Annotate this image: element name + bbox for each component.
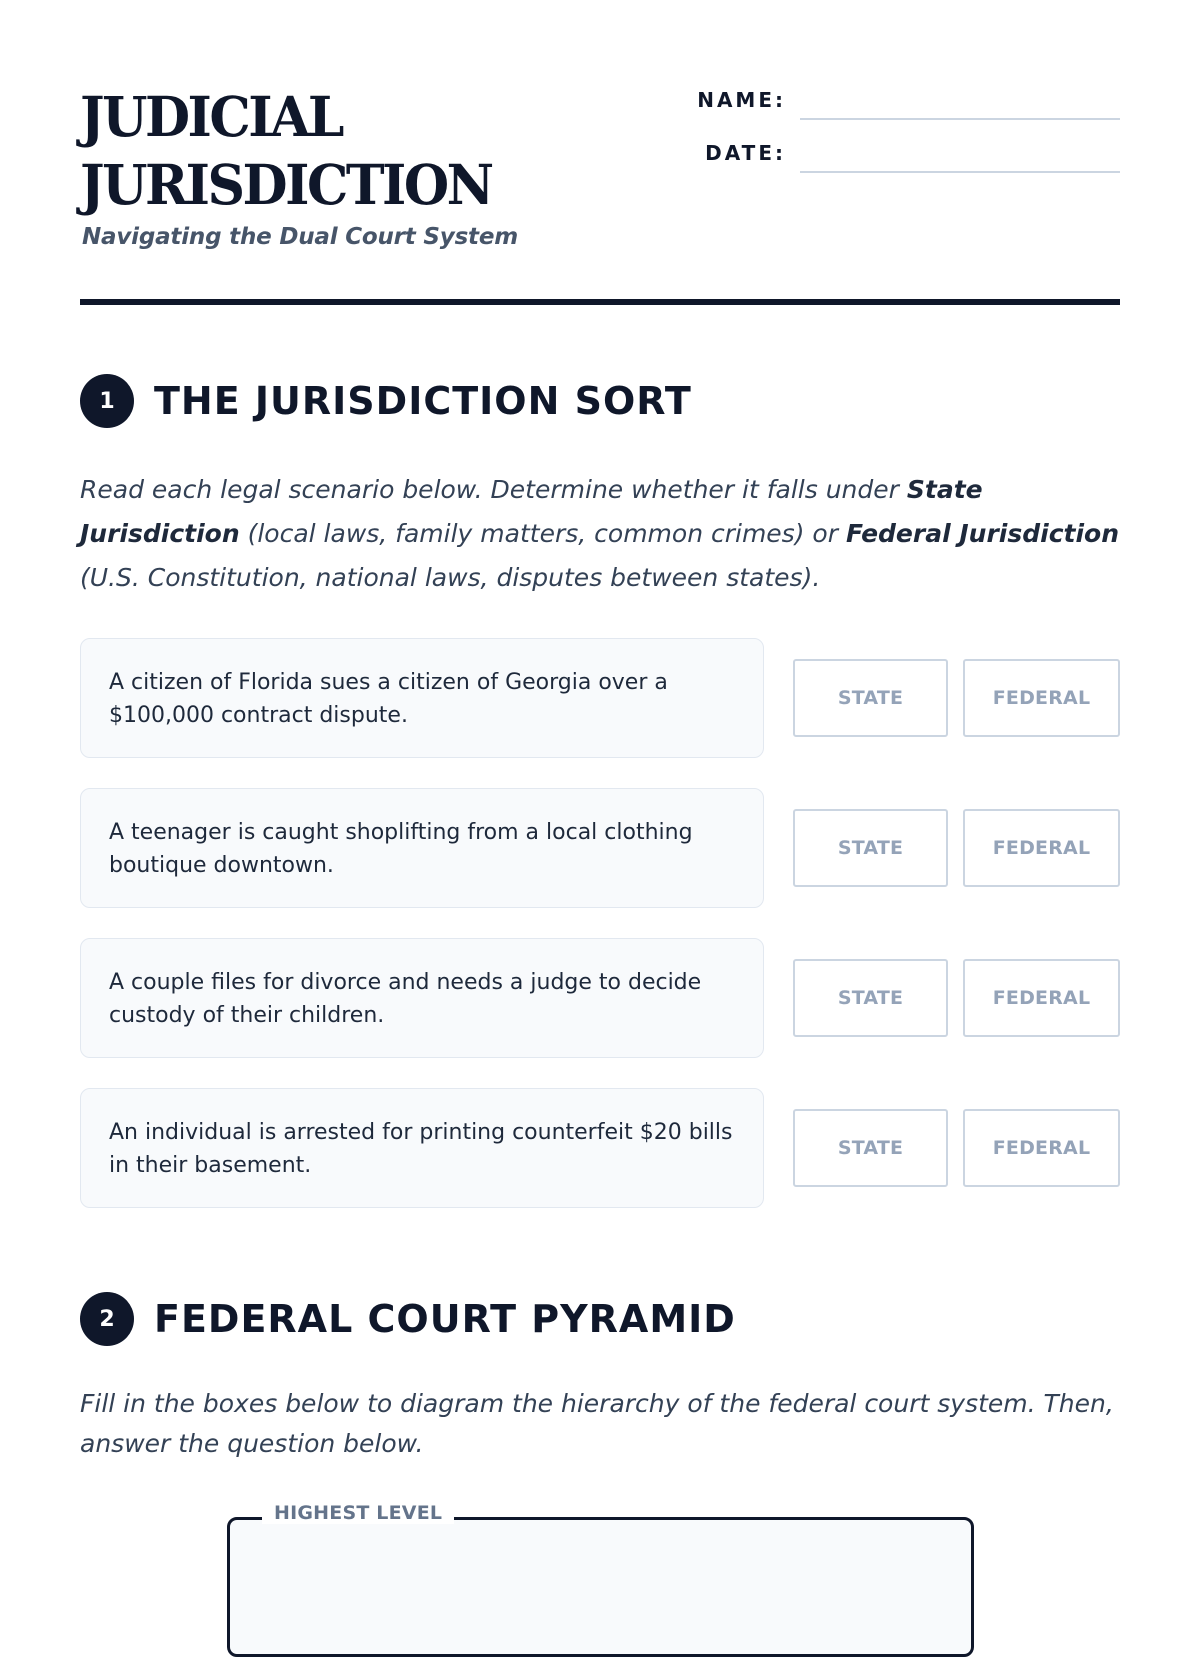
state-choice-box[interactable]: STATE xyxy=(793,959,948,1037)
section-1-title: THE JURISDICTION SORT xyxy=(154,379,692,423)
pyramid-top-box[interactable] xyxy=(227,1502,974,1657)
date-label: DATE: xyxy=(705,141,786,165)
name-write-line[interactable] xyxy=(800,118,1120,120)
scenario-card: A teenager is caught shoplifting from a local clothing boutique downtown. xyxy=(80,788,764,908)
section-2-title: FEDERAL COURT PYRAMID xyxy=(154,1297,736,1341)
scenario-card: A citizen of Florida sues a citizen of Georgia over a $100,000 contract dispute. xyxy=(80,638,764,758)
section-1-heading xyxy=(80,374,692,428)
title-line-2: JURISDICTION xyxy=(80,152,492,218)
date-field[interactable] xyxy=(680,137,1120,177)
state-choice-box[interactable]: STATE xyxy=(793,1109,948,1187)
scenario-card: An individual is arrested for printing counterfeit $20 bills in their basement. xyxy=(80,1088,764,1208)
section-2-instructions: Fill in the boxes below to diagram the hierarchy of the federal court system. Then, answer the question below. xyxy=(80,1389,1114,1458)
section-1-instructions xyxy=(80,468,1120,600)
scenario-card: A couple files for divorce and needs a judge to decide custody of their children. xyxy=(80,938,764,1058)
title-line-1: JUDICIAL xyxy=(80,85,342,150)
federal-choice-box[interactable]: FEDERAL xyxy=(963,809,1120,887)
instructions-text: (local laws, family matters, common crimes) or xyxy=(239,519,846,548)
section-2-heading xyxy=(80,1292,736,1346)
name-label: NAME: xyxy=(697,88,786,112)
page-title xyxy=(80,84,640,220)
scenario-row xyxy=(80,788,1120,910)
federal-choice-box[interactable]: FEDERAL xyxy=(963,1109,1120,1187)
federal-jurisdiction-term: Federal Jurisdiction xyxy=(845,519,1120,548)
date-write-line[interactable] xyxy=(800,171,1120,173)
state-choice-box[interactable]: STATE xyxy=(793,659,948,737)
name-field[interactable] xyxy=(680,84,1120,124)
state-choice-box[interactable]: STATE xyxy=(793,809,948,887)
worksheet-header xyxy=(80,84,1120,250)
federal-choice-box[interactable]: FEDERAL xyxy=(963,959,1120,1037)
instructions-text: (U.S. Constitution, national laws, disputes between states). xyxy=(80,563,821,592)
scenario-row xyxy=(80,638,1120,760)
page-subtitle: Navigating the Dual Court System xyxy=(82,224,519,250)
state-jurisdiction-term: State Jurisdiction xyxy=(80,475,983,548)
scenario-row xyxy=(80,1088,1120,1210)
section-1-number-badge: 1 xyxy=(80,374,134,428)
federal-choice-box[interactable]: FEDERAL xyxy=(963,659,1120,737)
section-2-number-badge: 2 xyxy=(80,1292,134,1346)
header-divider xyxy=(80,299,1120,305)
scenario-row xyxy=(80,938,1120,1060)
instructions-text: Read each legal scenario below. Determine whether it falls under xyxy=(80,475,907,504)
pyramid-top-label: HIGHEST LEVEL xyxy=(262,1502,454,1524)
